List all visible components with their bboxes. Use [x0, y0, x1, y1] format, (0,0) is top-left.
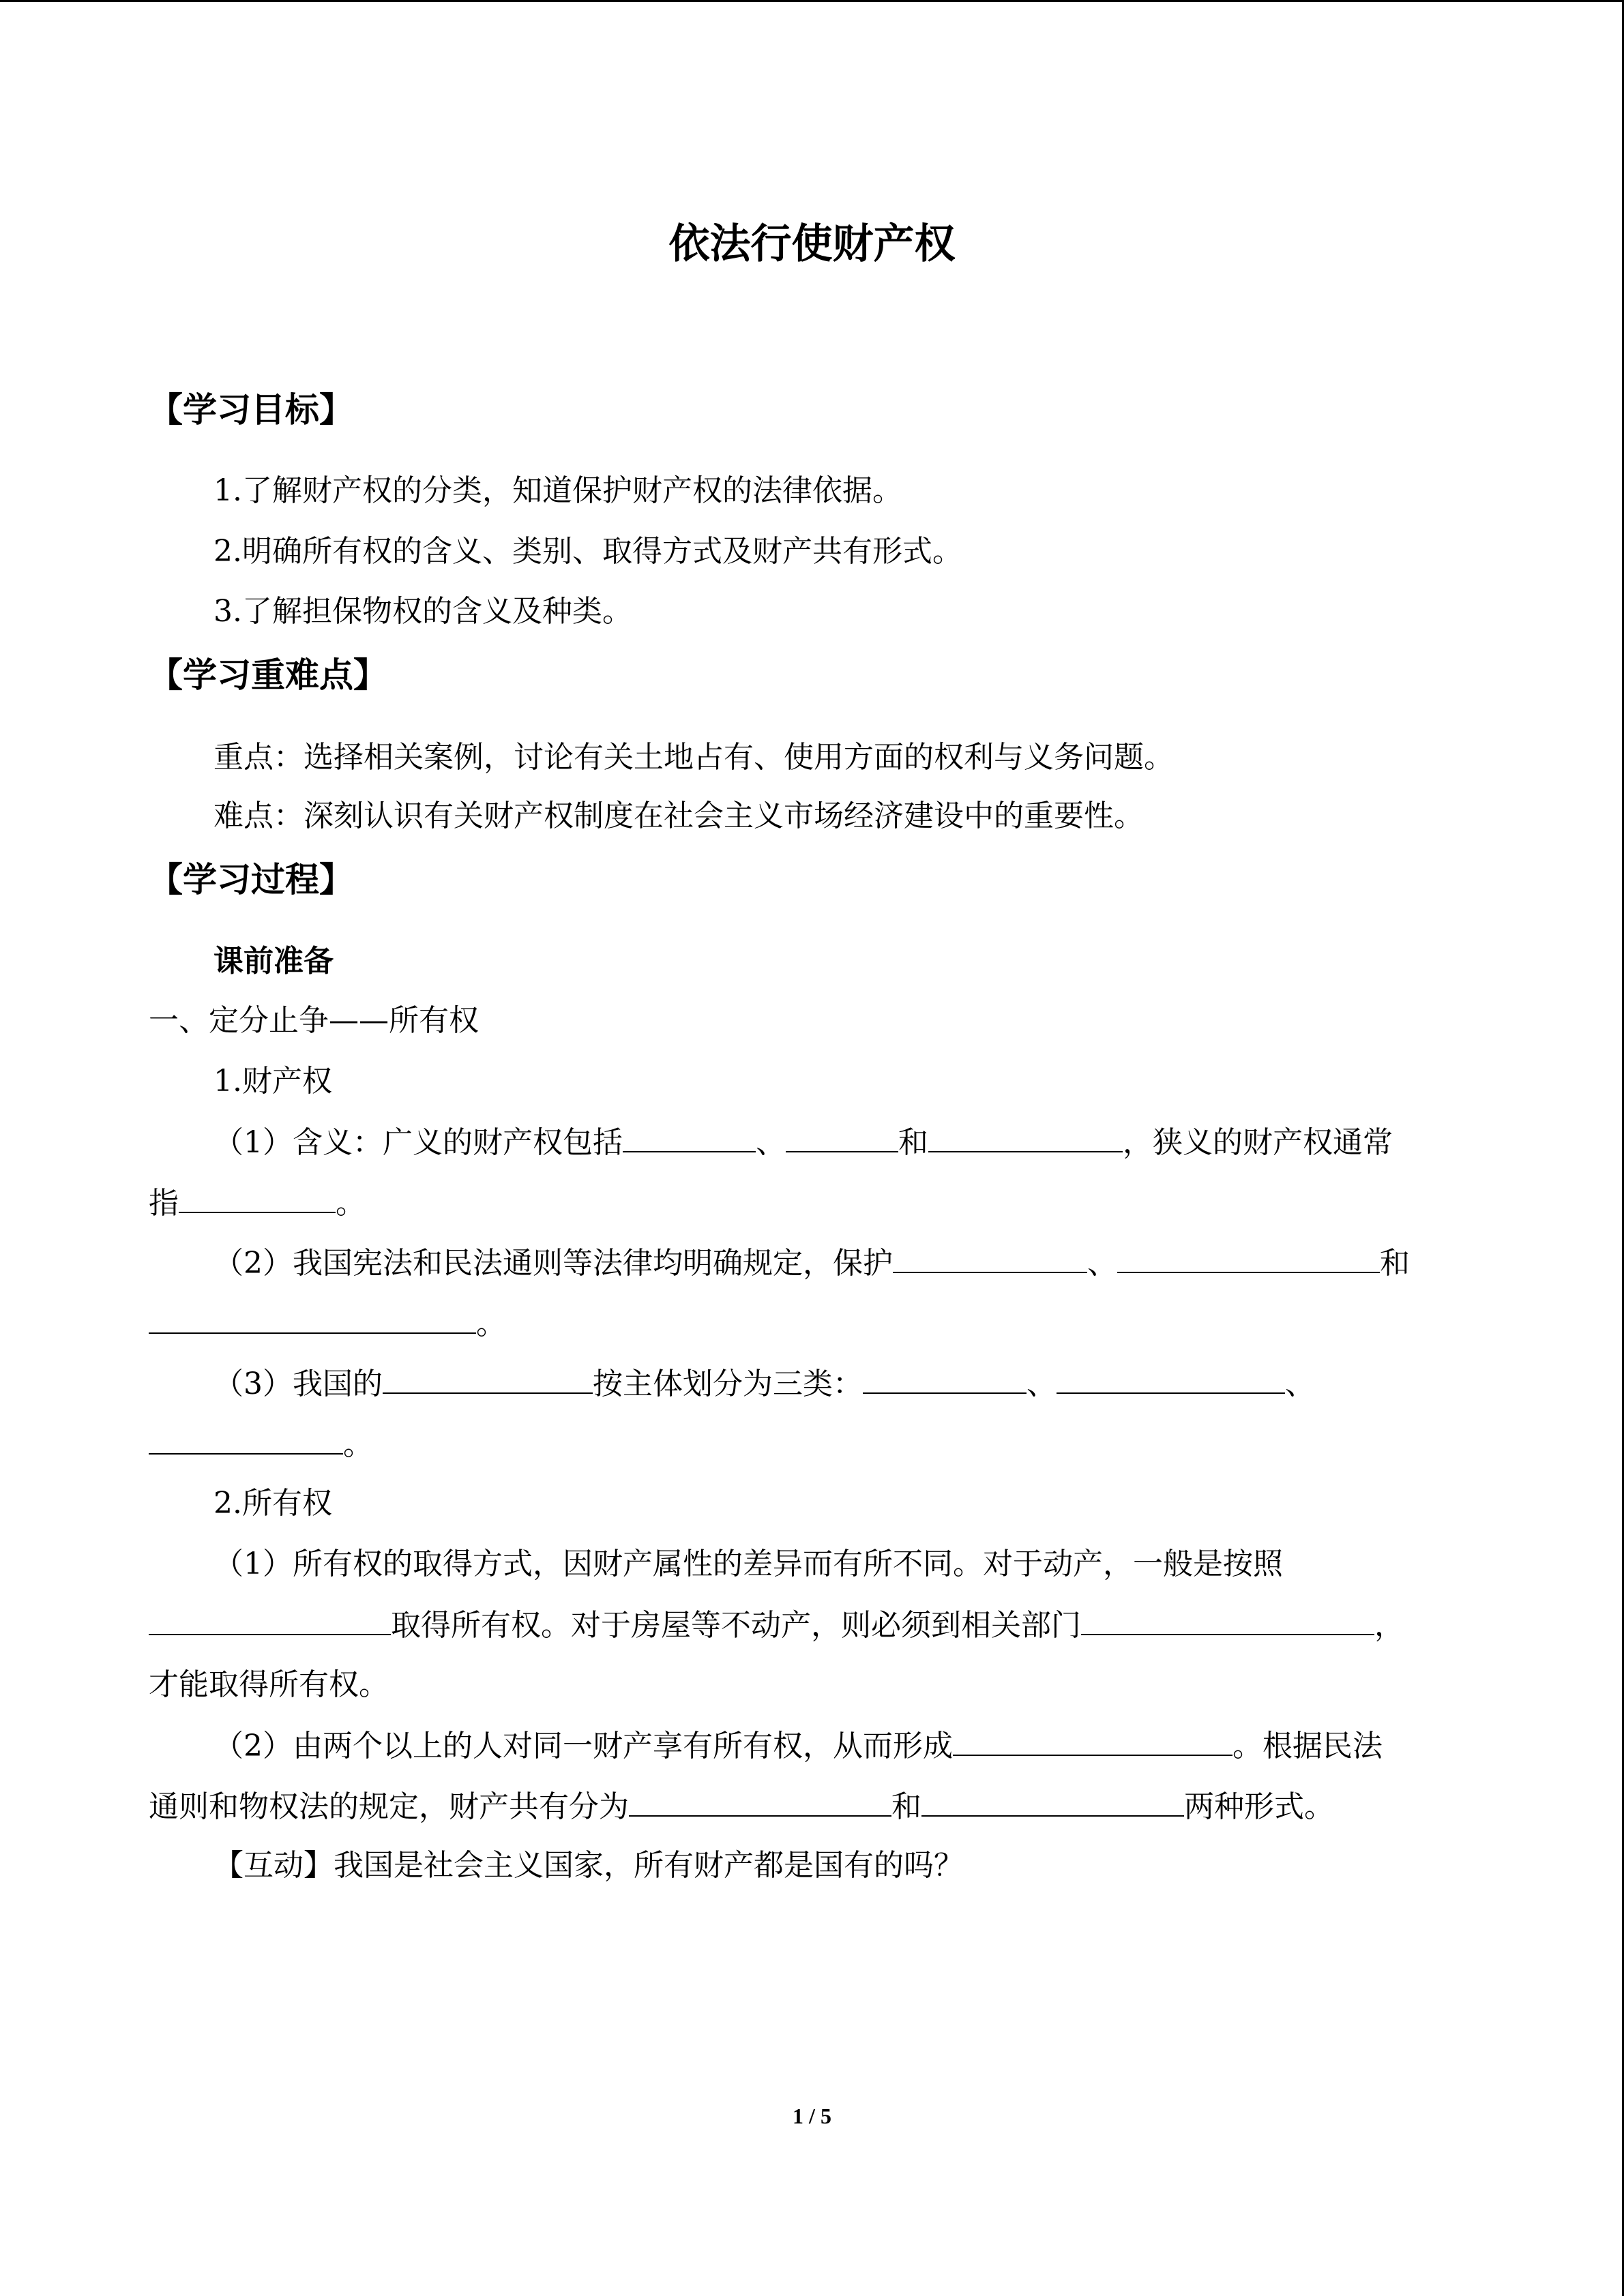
separator: 、 [1027, 1367, 1057, 1401]
question-line [213, 1362, 1315, 1403]
question-text: 取得所有权。对于房屋等不动产，则必须到相关部门 [391, 1608, 1081, 1643]
question-line [149, 1423, 373, 1464]
fill-blank[interactable] [623, 1121, 756, 1152]
question-line [213, 1242, 1410, 1283]
fill-blank[interactable] [1057, 1362, 1285, 1394]
goal-item: 2.明确所有权的含义、类别、取得方式及财产共有形式。 [213, 534, 962, 569]
section-heading-process: 【学习过程】 [149, 860, 353, 899]
question-line [149, 1302, 506, 1343]
question-text: 两种形式。 [1184, 1789, 1334, 1824]
question-text: 。根据民法 [1232, 1729, 1383, 1763]
fill-blank[interactable] [893, 1242, 1087, 1273]
fill-blank[interactable] [149, 1604, 391, 1635]
fill-blank[interactable] [928, 1121, 1123, 1152]
fill-blank[interactable] [149, 1302, 476, 1334]
goal-item: 1.了解财产权的分类，知道保护财产权的法律依据。 [213, 473, 902, 508]
sub1-title: 1.财产权 [213, 1064, 332, 1099]
conjunction: 和 [1380, 1246, 1410, 1281]
fill-blank[interactable] [953, 1725, 1232, 1756]
prep-label: 课前准备 [213, 944, 334, 979]
question-text: （2）我国宪法和民法通则等法律均明确规定，保护 [213, 1246, 893, 1281]
page-number: 1 / 5 [793, 2104, 831, 2128]
question-text: （1）含义：广义的财产权包括 [213, 1125, 623, 1160]
question-text: 按主体划分为三类： [593, 1367, 863, 1401]
question-text: 指 [149, 1186, 179, 1221]
period: 。 [336, 1186, 366, 1221]
fill-blank[interactable] [1117, 1242, 1380, 1273]
section-heading-goals: 【学习目标】 [149, 390, 353, 430]
part1-title: 一、定分止争——所有权 [149, 1003, 479, 1038]
fill-blank[interactable] [629, 1785, 891, 1817]
fill-blank[interactable] [149, 1423, 343, 1455]
question-text: （3）我国的 [213, 1367, 383, 1401]
question-text: （2）由两个以上的人对同一财产享有所有权，从而形成 [213, 1729, 953, 1763]
separator: 、 [1087, 1246, 1117, 1281]
goal-item: 3.了解担保物权的含义及种类。 [213, 594, 632, 629]
section-heading-key-points: 【学习重难点】 [149, 655, 387, 695]
question-text-line: 才能取得所有权。 [149, 1667, 389, 1702]
comma: ， [1374, 1608, 1404, 1643]
separator: 、 [756, 1125, 786, 1160]
question-line [213, 1725, 1383, 1765]
question-text-line: （1）所有权的取得方式，因财产属性的差异而有所不同。对于动产，一般是按照 [213, 1547, 1283, 1581]
question-text: 通则和物权法的规定，财产共有分为 [149, 1789, 629, 1824]
page-top-border [0, 0, 1624, 2]
question-line [213, 1121, 1393, 1162]
key-point-difficulty: 难点：深刻认识有关财产权制度在社会主义市场经济建设中的重要性。 [213, 799, 1144, 833]
period: 。 [476, 1307, 506, 1341]
document-title: 依法行使财产权 [668, 220, 956, 268]
fill-blank[interactable] [921, 1785, 1184, 1817]
conjunction: 和 [898, 1125, 928, 1160]
key-point-focus: 重点：选择相关案例，讨论有关土地占有、使用方面的权利与义务问题。 [213, 740, 1174, 775]
period: 。 [343, 1427, 373, 1462]
question-line [149, 1604, 1404, 1645]
question-text: ，狭义的财产权通常 [1123, 1125, 1393, 1160]
fill-blank[interactable] [1081, 1604, 1374, 1635]
fill-blank[interactable] [786, 1121, 898, 1152]
conjunction: 和 [891, 1789, 921, 1824]
question-line [149, 1785, 1334, 1826]
fill-blank[interactable] [863, 1362, 1027, 1394]
fill-blank[interactable] [383, 1362, 593, 1394]
separator: 、 [1285, 1367, 1315, 1401]
sub2-title: 2.所有权 [213, 1486, 332, 1521]
interaction-question: 【互动】我国是社会主义国家，所有财产都是国有的吗？ [213, 1848, 964, 1883]
fill-blank[interactable] [179, 1182, 336, 1213]
question-line [149, 1182, 366, 1223]
